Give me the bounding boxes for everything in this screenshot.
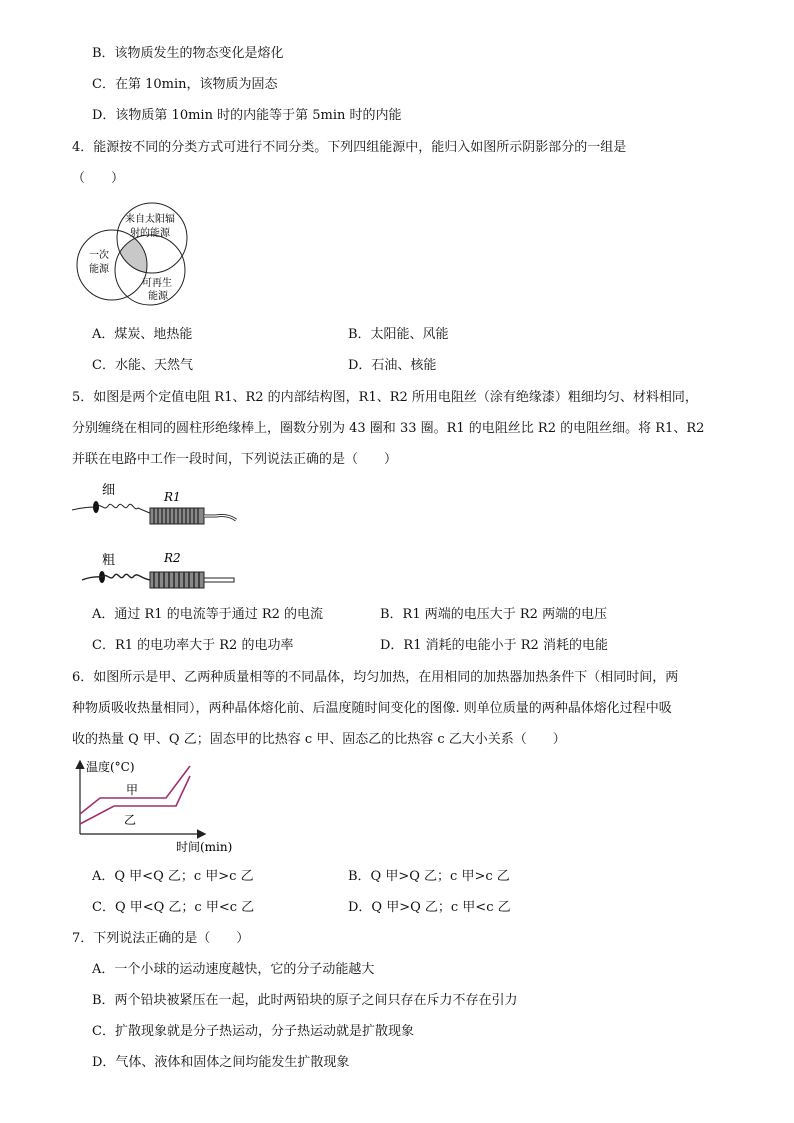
label-r1: R1 xyxy=(164,490,181,504)
q5-option-a: A．通过 R1 的电流等于通过 R2 的电流 xyxy=(92,607,324,622)
q7-option-a: A．一个小球的运动速度越快，它的分子动能越大 xyxy=(92,962,375,977)
q7-option-b: B．两个铅块被紧压在一起，此时两铅块的原子之间只存在斥力不存在引力 xyxy=(92,993,518,1008)
q5-line1: 5．如图是两个定值电阻 R1、R2 的内部结构图，R1、R2 所用电阻丝（涂有绝缘漆）粗细均匀、材料相同， xyxy=(72,390,698,405)
graph-label-yi: 乙 xyxy=(124,813,137,827)
q7-stem: 7．下列说法正确的是（ ） xyxy=(72,931,250,946)
q3-option-c: C．在第 10min，该物质为固态 xyxy=(92,77,278,92)
graph-xlabel: 时间(min) xyxy=(176,840,233,854)
thick-wire xyxy=(82,574,152,580)
q4-option-a: A．煤炭、地热能 xyxy=(92,327,193,342)
venn-label-top2: 射的能源 xyxy=(130,228,170,239)
q5-option-c: C．R1 的电功率大于 R2 的电功率 xyxy=(92,638,294,653)
graph-ylabel: 温度(°C) xyxy=(86,760,135,774)
q6-option-a: A．Q 甲<Q 乙；c 甲>c 乙 xyxy=(92,869,254,884)
q4-option-b: B．太阳能、风能 xyxy=(348,327,449,342)
q4-option-c: C．水能、天然气 xyxy=(92,358,193,373)
label-thin: 细 xyxy=(102,483,116,498)
q6-line2: 种物质吸收热量相同），两种晶体熔化前、后温度随时间变化的图像. 则单位质量的两种晶体熔化过程中吸 xyxy=(72,701,672,716)
thin-wire xyxy=(72,504,152,514)
venn-label-top1: 来自太阳辐 xyxy=(125,214,175,225)
q7-option-d: D．气体、液体和固体之间均能发生扩散现象 xyxy=(92,1055,350,1070)
venn-diagram xyxy=(70,200,200,308)
venn-label-right1: 可再生 xyxy=(142,278,172,289)
resistor-figure xyxy=(66,476,246,594)
q6-option-d: D．Q 甲>Q 乙；c 甲<c 乙 xyxy=(348,900,511,915)
q5-line3: 并联在电路中工作一段时间，下列说法正确的是（ ） xyxy=(72,452,398,467)
label-thick: 粗 xyxy=(102,553,116,568)
graph-label-jia: 甲 xyxy=(126,783,139,797)
q3-option-b: B．该物质发生的物态变化是熔化 xyxy=(92,46,284,61)
q6-line1: 6．如图所示是甲、乙两种质量相等的不同晶体，均匀加热，在用相同的加热器加热条件下（相同时间，两 xyxy=(72,670,679,685)
q4-option-d: D．石油、核能 xyxy=(348,358,437,373)
q7-option-c: C．扩散现象就是分子热运动，分子热运动就是扩散现象 xyxy=(92,1024,414,1039)
temperature-time-graph xyxy=(66,756,241,856)
q5-option-d: D．R1 消耗的电能小于 R2 消耗的电能 xyxy=(380,638,608,653)
venn-label-left2: 能源 xyxy=(89,264,109,275)
coil-r1 xyxy=(150,508,204,524)
q5-line2: 分别缠绕在相同的圆柱形绝缘棒上，圈数分别为 43 圈和 33 圈。R1 的电阻丝比 R2 的电阻丝细。将 R1、R2 xyxy=(72,421,705,436)
q5-option-b: B．R1 两端的电压大于 R2 两端的电压 xyxy=(380,607,608,622)
q6-option-c: C．Q 甲<Q 乙；c 甲<c 乙 xyxy=(92,900,255,915)
coil-r2 xyxy=(150,572,204,588)
label-r2: R2 xyxy=(164,551,181,565)
q4-stem: 4．能源按不同的分类方式可进行不同分类。下列四组能源中，能归入如图所示阴影部分的一组是 xyxy=(72,140,627,155)
q3-option-d: D．该物质第 10min 时的内能等于第 5min 时的内能 xyxy=(92,108,402,123)
q6-option-b: B．Q 甲>Q 乙；c 甲>c 乙 xyxy=(348,869,510,884)
venn-label-right2: 能源 xyxy=(148,291,168,302)
q6-line3: 收的热量 Q 甲、Q 乙；固态甲的比热容 c 甲、固态乙的比热容 c 乙大小关系（ ） xyxy=(72,732,566,747)
venn-label-left1: 一次 xyxy=(89,250,109,261)
q4-blank: （ ） xyxy=(72,171,125,186)
